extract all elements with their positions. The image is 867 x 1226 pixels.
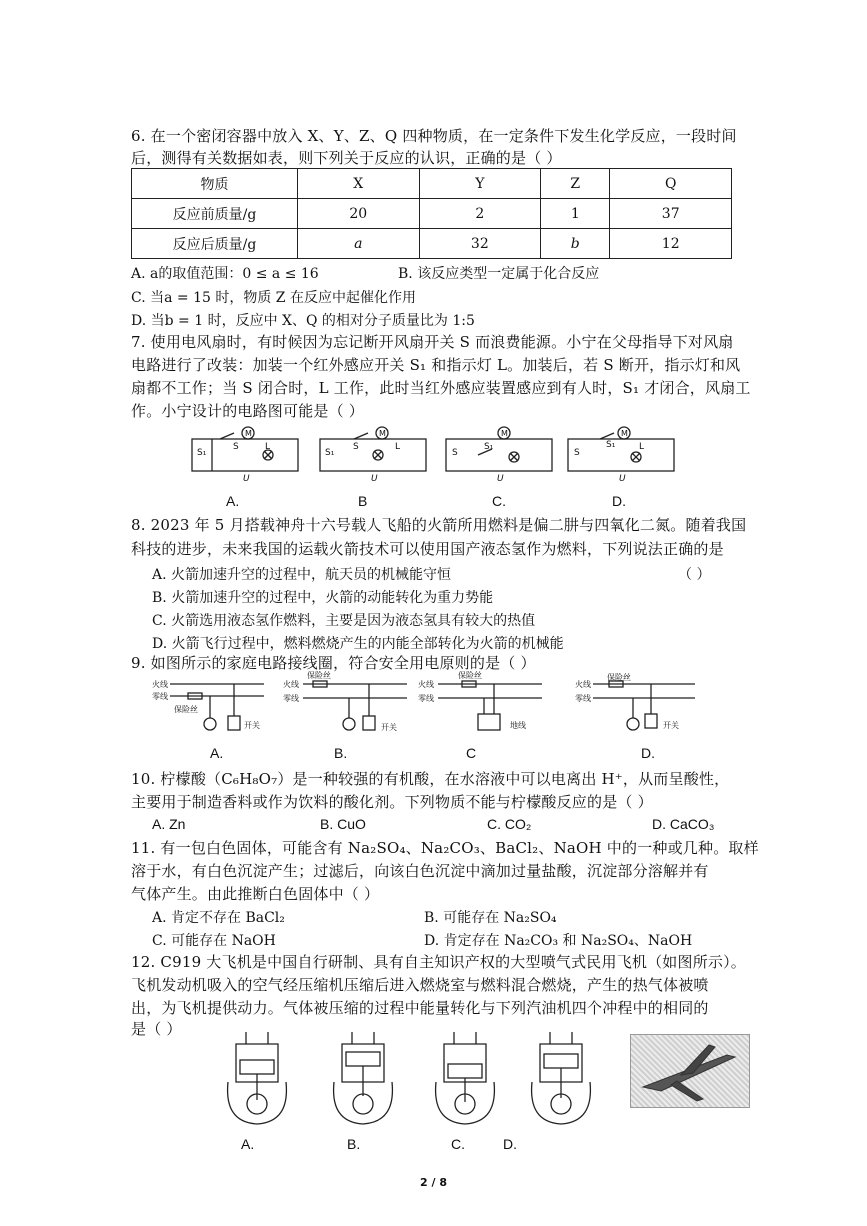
table-cell: b xyxy=(541,229,610,259)
q10-option-c[interactable]: C. CO₂ xyxy=(487,816,532,832)
q8-option-b[interactable]: B. 火箭加速升空的过程中，火箭的动能转化为重力势能 xyxy=(152,590,494,606)
table-row xyxy=(132,199,732,229)
q10-option-b[interactable]: B. CuO xyxy=(320,816,366,832)
voltage-u-label: U xyxy=(497,474,504,484)
q12-stem-line3: 出，为飞机提供动力。气体被压缩的过程中能量转化与下列汽油机四个冲程中的相同的 xyxy=(131,999,709,1017)
table-cell: 反应前质量/g xyxy=(132,199,298,229)
table-row xyxy=(132,229,732,259)
q12-engine-c-diagram xyxy=(422,1030,507,1126)
neutral-wire-label: 零线 xyxy=(152,692,168,701)
voltage-u-label: U xyxy=(619,474,626,484)
q6-option-d[interactable]: D. 当b = 1 时，反应中 X、Q 的相对分子质量比为 1:5 xyxy=(131,313,475,329)
q7-label-d[interactable]: D. xyxy=(612,493,626,509)
live-wire-label: 火线 xyxy=(575,680,591,689)
table-header-cell: Q xyxy=(610,169,732,199)
q10-stem-line1: 10. 柠檬酸（C₆H₈O₇）是一种较强的有机酸，在水溶液中可以电离出 H⁺，从而呈酸性， xyxy=(131,770,730,788)
table-cell: a xyxy=(298,229,420,259)
q7-label-a[interactable]: A. xyxy=(226,493,240,509)
q12-stem-line2: 飞机发动机吸入的空气经压缩机压缩后进入燃烧室与燃料混合燃烧，产生的热气体被喷 xyxy=(131,976,709,994)
q12-label-b[interactable]: B. xyxy=(347,1136,361,1152)
table-row xyxy=(132,169,732,199)
q7-circuit-d-diagram xyxy=(566,425,681,485)
q12-label-c[interactable]: C. xyxy=(451,1136,465,1152)
live-wire-label: 火线 xyxy=(283,680,299,689)
lamp-l-label: L xyxy=(395,442,401,452)
lamp-l-label: L xyxy=(639,442,645,452)
table-header-cell: X xyxy=(298,169,420,199)
voltage-u-label: U xyxy=(243,474,250,484)
q7-circuit-c-diagram xyxy=(444,425,559,485)
q10-option-a[interactable]: A. Zn xyxy=(152,816,186,832)
neutral-wire-label: 零线 xyxy=(283,694,299,703)
switch-label: 开关 xyxy=(381,723,397,732)
q8-option-a[interactable]: A. 火箭加速升空的过程中，航天员的机械能守恒 xyxy=(152,567,452,583)
q11-option-a[interactable]: A. 肯定不存在 BaCl₂ xyxy=(152,910,285,926)
q9-circuit-a-diagram xyxy=(152,678,272,740)
q7-circuit-b-diagram xyxy=(318,425,433,485)
q8-option-c[interactable]: C. 火箭选用液态氢作燃料，主要是因为液态氢具有较大的热值 xyxy=(152,613,536,629)
ground-wire-label: 地线 xyxy=(510,721,526,730)
q7-stem-line1: 7. 使用电风扇时，有时候因为忘记断开风扇开关 S 而浪费能源。小宁在父母指导下对风扇 xyxy=(131,333,734,351)
fan-motor-label: M xyxy=(245,429,252,438)
q9-label-b[interactable]: B. xyxy=(334,745,348,761)
fuse-label: 保险丝 xyxy=(458,671,482,680)
q11-option-d[interactable]: D. 肯定存在 Na₂CO₃ 和 Na₂SO₄、NaOH xyxy=(424,933,693,949)
q8-answer-blank: （ ） xyxy=(678,567,711,583)
q6-stem-line1: 6. 在一个密闭容器中放入 X、Y、Z、Q 四种物质，在一定条件下发生化学反应，一段时间 xyxy=(131,127,737,145)
switch-label: 开关 xyxy=(244,721,260,730)
fuse-label: 保险丝 xyxy=(607,673,631,682)
q12-engine-a-diagram xyxy=(214,1030,299,1126)
q9-label-c[interactable]: C xyxy=(466,745,477,761)
table-cell: 37 xyxy=(610,199,732,229)
q7-label-c[interactable]: C. xyxy=(492,493,506,509)
q11-option-b[interactable]: B. 可能存在 Na₂SO₄ xyxy=(424,910,557,926)
live-wire-label: 火线 xyxy=(418,680,434,689)
switch-s1-label: S₁ xyxy=(484,442,494,452)
q9-circuit-b-diagram xyxy=(283,672,413,742)
q12-label-a[interactable]: A. xyxy=(241,1136,255,1152)
table-cell: 反应后质量/g xyxy=(132,229,298,259)
q9-label-a[interactable]: A. xyxy=(210,745,224,761)
table-header-cell: Y xyxy=(419,169,541,199)
airplane-icon xyxy=(631,1035,749,1107)
q7-label-b[interactable]: B xyxy=(358,493,368,509)
fuse-label: 保险丝 xyxy=(307,671,331,680)
table-cell: 20 xyxy=(298,199,420,229)
switch-s1-label: S₁ xyxy=(606,440,616,450)
q10-stem-line2: 主要用于制造香料或作为饮料的酸化剂。下列物质不能与柠檬酸反应的是（ ） xyxy=(131,793,653,811)
switch-s-label: S xyxy=(574,448,580,458)
table-cell: 32 xyxy=(419,229,541,259)
q10-option-d[interactable]: D. CaCO₃ xyxy=(652,816,715,832)
voltage-u-label: U xyxy=(371,474,378,484)
q9-circuit-c-diagram xyxy=(418,672,548,742)
q12-engine-d-diagram xyxy=(518,1030,603,1126)
q9-label-d[interactable]: D. xyxy=(641,745,655,761)
table-cell: 1 xyxy=(541,199,610,229)
page-number: 2 / 8 xyxy=(420,1176,447,1189)
switch-s-label: S xyxy=(233,442,239,452)
q11-option-c[interactable]: C. 可能存在 NaOH xyxy=(152,933,276,949)
q8-option-d[interactable]: D. 火箭飞行过程中，燃料燃烧产生的内能全部转化为火箭的机械能 xyxy=(152,636,564,652)
switch-s1-label: S₁ xyxy=(325,448,335,458)
q8-stem-line1: 8. 2023 年 5 月搭载神舟十六号载人飞船的火箭所用燃料是偏二肼与四氧化二氮。随着我国 xyxy=(131,516,747,534)
q9-stem-line1: 9. 如图所示的家庭电路接线圈，符合安全用电原则的是（ ） xyxy=(131,654,536,672)
live-wire-label: 火线 xyxy=(152,680,168,689)
q7-stem-line2: 电路进行了改装：加装一个红外感应开关 S₁ 和指示灯 L。加装后，若 S 断开，指示灯和风 xyxy=(131,356,741,374)
neutral-wire-label: 零线 xyxy=(418,694,434,703)
q6-data-table xyxy=(131,168,732,259)
c919-airplane-photo xyxy=(630,1034,750,1108)
q6-option-a[interactable]: A. a的取值范围：0 ≤ a ≤ 16 xyxy=(131,266,319,282)
q11-stem-line1: 11. 有一包白色固体，可能含有 Na₂SO₄、Na₂CO₃、BaCl₂、NaOH 中的一种或几种。取样 xyxy=(131,839,759,857)
table-header-cell: Z xyxy=(541,169,610,199)
q7-stem-line3: 扇都不工作；当 S 闭合时，L 工作，此时当红外感应装置感应到有人时，S₁ 才闭合，风扇工 xyxy=(131,379,751,397)
switch-s1-label: S₁ xyxy=(197,448,207,458)
fan-motor-label: M xyxy=(621,429,628,438)
table-header-cell: 物质 xyxy=(132,169,298,199)
table-cell: 2 xyxy=(419,199,541,229)
switch-label: 开关 xyxy=(663,721,679,730)
fan-motor-label: M xyxy=(379,429,386,438)
lamp-l-label: L xyxy=(265,442,271,452)
q12-stem-line1: 12. C919 大飞机是中国自行研制、具有自主知识产权的大型喷气式民用飞机（如图所示）。 xyxy=(131,953,747,971)
q11-stem-line2: 溶于水，有白色沉淀产生；过滤后，向该白色沉淀中滴加过量盐酸，沉淀部分溶解并有 xyxy=(131,862,709,880)
fuse-label: 保险丝 xyxy=(174,705,198,714)
neutral-wire-label: 零线 xyxy=(575,694,591,703)
q7-circuit-a-diagram xyxy=(190,425,305,485)
q8-stem-line2: 科技的进步，未来我国的运载火箭技术可以使用国产液态氢作为燃料，下列说法正确的是 xyxy=(131,540,724,558)
switch-s-label: S xyxy=(452,448,458,458)
q9-circuit-d-diagram xyxy=(575,674,700,742)
fan-motor-label: M xyxy=(501,429,508,438)
switch-s-label: S xyxy=(353,442,359,452)
q12-label-d[interactable]: D. xyxy=(503,1136,517,1152)
q12-engine-b-diagram xyxy=(320,1030,405,1126)
q6-option-b[interactable]: B. 该反应类型一定属于化合反应 xyxy=(398,266,600,282)
table-cell: 12 xyxy=(610,229,732,259)
q6-option-c[interactable]: C. 当a = 15 时，物质 Z 在反应中起催化作用 xyxy=(131,290,416,306)
q7-stem-line4: 作。小宁设计的电路图可能是（ ） xyxy=(131,402,364,420)
q6-stem-line2: 后，测得有关数据如表，则下列关于反应的认识，正确的是（ ） xyxy=(131,149,562,167)
q11-stem-line3: 气体产生。由此推断白色固体中（ ） xyxy=(131,885,380,903)
q12-stem-line4: 是（ ） xyxy=(131,1020,182,1038)
